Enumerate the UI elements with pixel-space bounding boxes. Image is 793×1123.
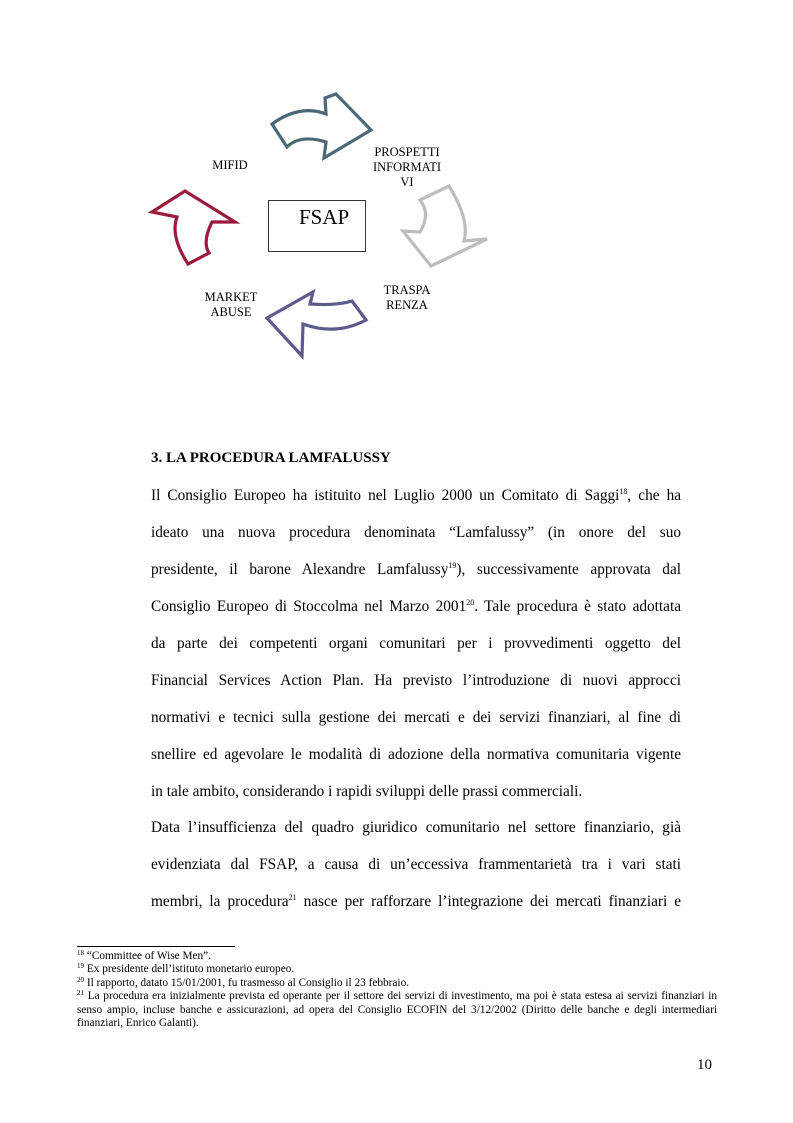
arrow-trasparenza xyxy=(403,186,487,266)
text-line: Data l’insufficienza del quadro giuridico comunitario nel settore finanziario, già xyxy=(151,819,681,836)
footnote-ref: 19 xyxy=(448,561,457,570)
fsap-center-label: FSAP xyxy=(299,205,350,229)
arrow-mifid xyxy=(152,191,235,264)
text-line: normativi e tecnici sulla gestione dei mercati e dei servizi finanziari, al fine di xyxy=(151,709,681,726)
text-line: in tale ambito, considerando i rapidi sviluppi delle prassi commerciali. xyxy=(151,783,583,800)
label-market-abuse: MARKET ABUSE xyxy=(204,290,258,319)
footnote-18: $^{18}$ “Committee of Wise Men”. xyxy=(77,949,212,962)
footnote-20: $^{20}$ Il rapporto, datato 15/01/2001, fu trasmesso al Consiglio il 23 febbraio. xyxy=(77,975,410,989)
label-prospetti-informativi: PROSPETTI INFORMATI VI xyxy=(372,145,442,189)
label-mifid: MIFID xyxy=(212,158,248,172)
fsap-center-box xyxy=(268,200,366,252)
text-line: Financial Services Action Plan. Ha previsto l’introduzione di nuovi approcci xyxy=(151,672,681,689)
text-line: Il Consiglio Europeo ha istituito nel Luglio 2000 un Comitato di Saggi$^{18}$, che ha xyxy=(151,487,682,504)
fsap-cycle-arrows xyxy=(0,0,793,420)
text-line: ideato una nuova procedura denominata “Lamfalussy” (in onore del suo xyxy=(151,524,681,541)
text-line: Consiglio Europeo di Stoccolma nel Marzo 2001$^{20}$. Tale procedura è stato adottata xyxy=(151,598,681,615)
label-trasparenza: TRASPA RENZA xyxy=(383,283,431,312)
text-line: snellire ed agevolare le modalità di adozione della normativa comunitaria vigente xyxy=(151,746,681,763)
footnote-ref: 18 xyxy=(619,487,628,496)
footnote-ref: 20 xyxy=(466,598,475,607)
arrow-market-abuse xyxy=(267,292,366,356)
text-line: membri, la procedura$^{21}$ nasce per rafforzare l’integrazione dei mercati finanziari e xyxy=(151,893,681,910)
text-line: da parte dei competenti organi comunitari per i provvedimenti oggetto del xyxy=(151,635,681,652)
arrow-prospetti-informativi xyxy=(272,94,371,158)
text-line: presidente, il barone Alexandre Lamfalussy$^{19}$), successivamente approvata dal xyxy=(151,561,681,578)
page-number: 10 xyxy=(697,1057,712,1073)
fsap-cycle-diagram xyxy=(0,0,793,420)
footnotes xyxy=(77,950,717,1030)
footnote-21: $^{21}$ La procedura era inizialmente prevista ed operante per il settore dei servizi di investimento, ma poi è stata estesa ai servizi finanziari in senso ampio, incluse banche e assicurazioni, ad opera del Consiglio ECOFIN del 3/12/2002 (Diritto delle banche e degli intermediari finanziari, Enrico Galanti). xyxy=(77,989,717,1030)
section-heading: 3. LA PROCEDURA LAMFALUSSY xyxy=(151,450,391,466)
footnote-ref: 21 xyxy=(288,893,297,902)
footnote-19: $^{19}$ Ex presidente dell’istituto monetario europeo. xyxy=(77,962,295,976)
footnote-separator xyxy=(77,946,235,947)
text-line: evidenziata dal FSAP, a causa di un’eccessiva frammentarietà tra i vari stati xyxy=(151,856,681,873)
